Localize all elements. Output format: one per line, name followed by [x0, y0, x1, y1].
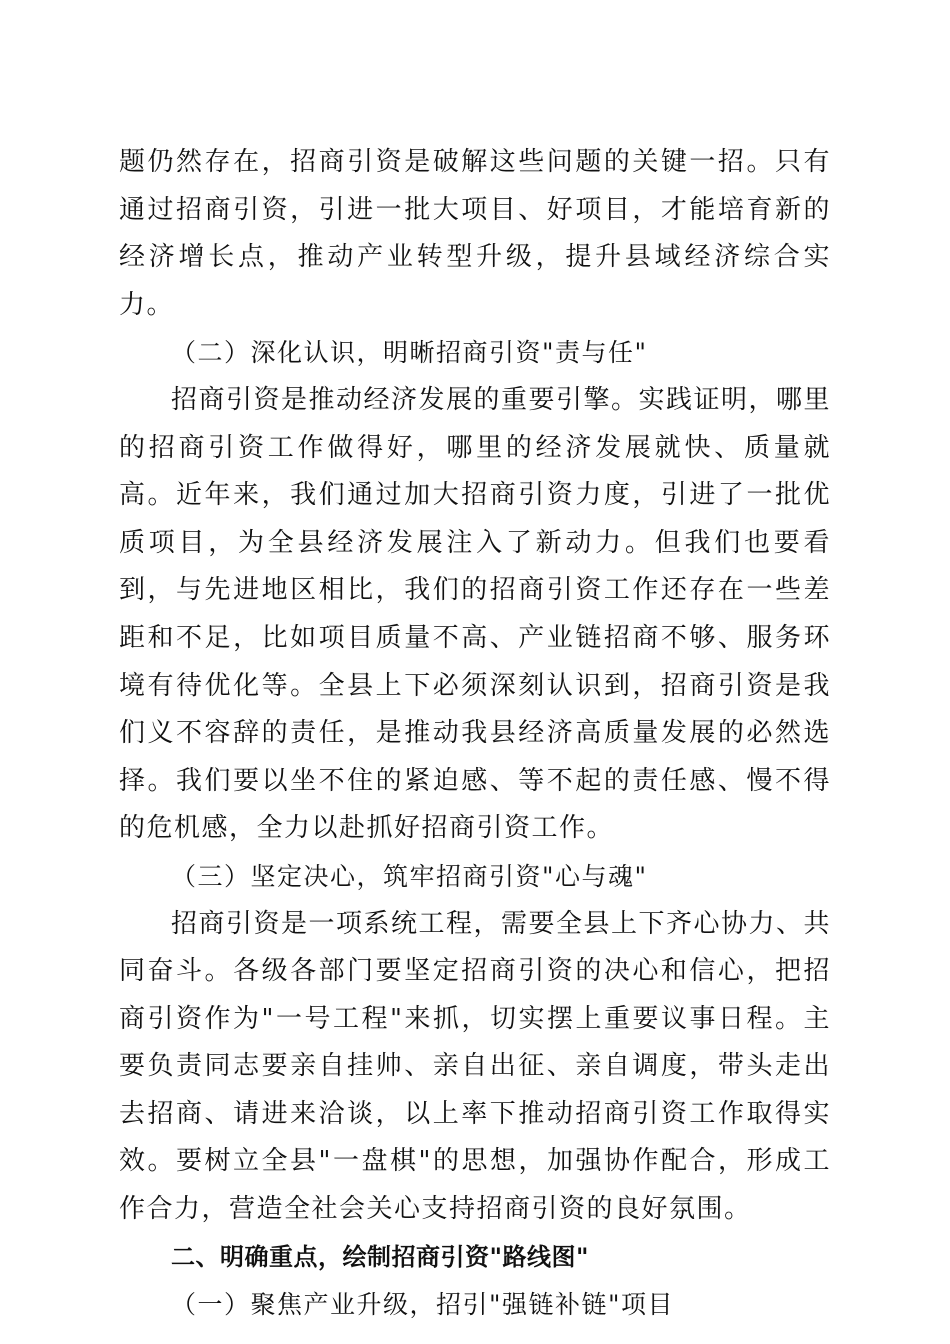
paragraph-engine-of-development: 招商引资是推动经济发展的重要引擎。实践证明，哪里的招商引资工作做得好，哪里的经济发展就快、质量就高。近年来，我们通过加大招商引资力度，引进了一批优质项目，为全县经济发展注入了新动力。但我们也要看到，与先进地区相比，我们的招商引资工作还存在一些差距和不足，比如项目质量不高、产业链招商不够、服务环境有待优化等。全县上下必须深刻认识到，招商引资是我们义不容辞的责任，是推动我县经济高质量发展的必然选择。我们要以坐不住的紧迫感、等不起的责任感、慢不得的危机感，全力以赴抓好招商引资工作。 — [119, 384, 832, 844]
subheading-firm-determination: （三）坚定决心，筑牢招商引资"心与魂" — [171, 861, 648, 891]
subheading-deepen-understanding: （二）深化认识，明晰招商引资"责与任" — [171, 338, 648, 368]
paragraph-systematic-project: 招商引资是一项系统工程，需要全县上下齐心协力、共同奋斗。各级各部门要坚定招商引资的决心和信心，把招商引资作为"一号工程"来抓，切实摆上重要议事日程。主要负责同志要亲自挂帅、亲自出征、亲自调度，带头走出去招商、请进来洽谈，以上率下推动招商引资工作取得实效。要树立全县"一盘棋"的思想，加强协作配合，形成工作合力，营造全社会关心支持招商引资的良好氛围。 — [119, 908, 832, 1225]
document-page — [119, 139, 831, 1329]
subheading-industrial-upgrade: （一）聚焦产业升级，招引"强链补链"项目 — [171, 1290, 674, 1320]
paragraph-intro-continued: 题仍然存在，招商引资是破解这些问题的关键一招。只有通过招商引资，引进一批大项目、好项目，才能培育新的经济增长点，推动产业转型升级，提升县域经济综合实力。 — [119, 147, 831, 320]
section-heading-roadmap: 二、明确重点，绘制招商引资"路线图" — [171, 1242, 590, 1271]
